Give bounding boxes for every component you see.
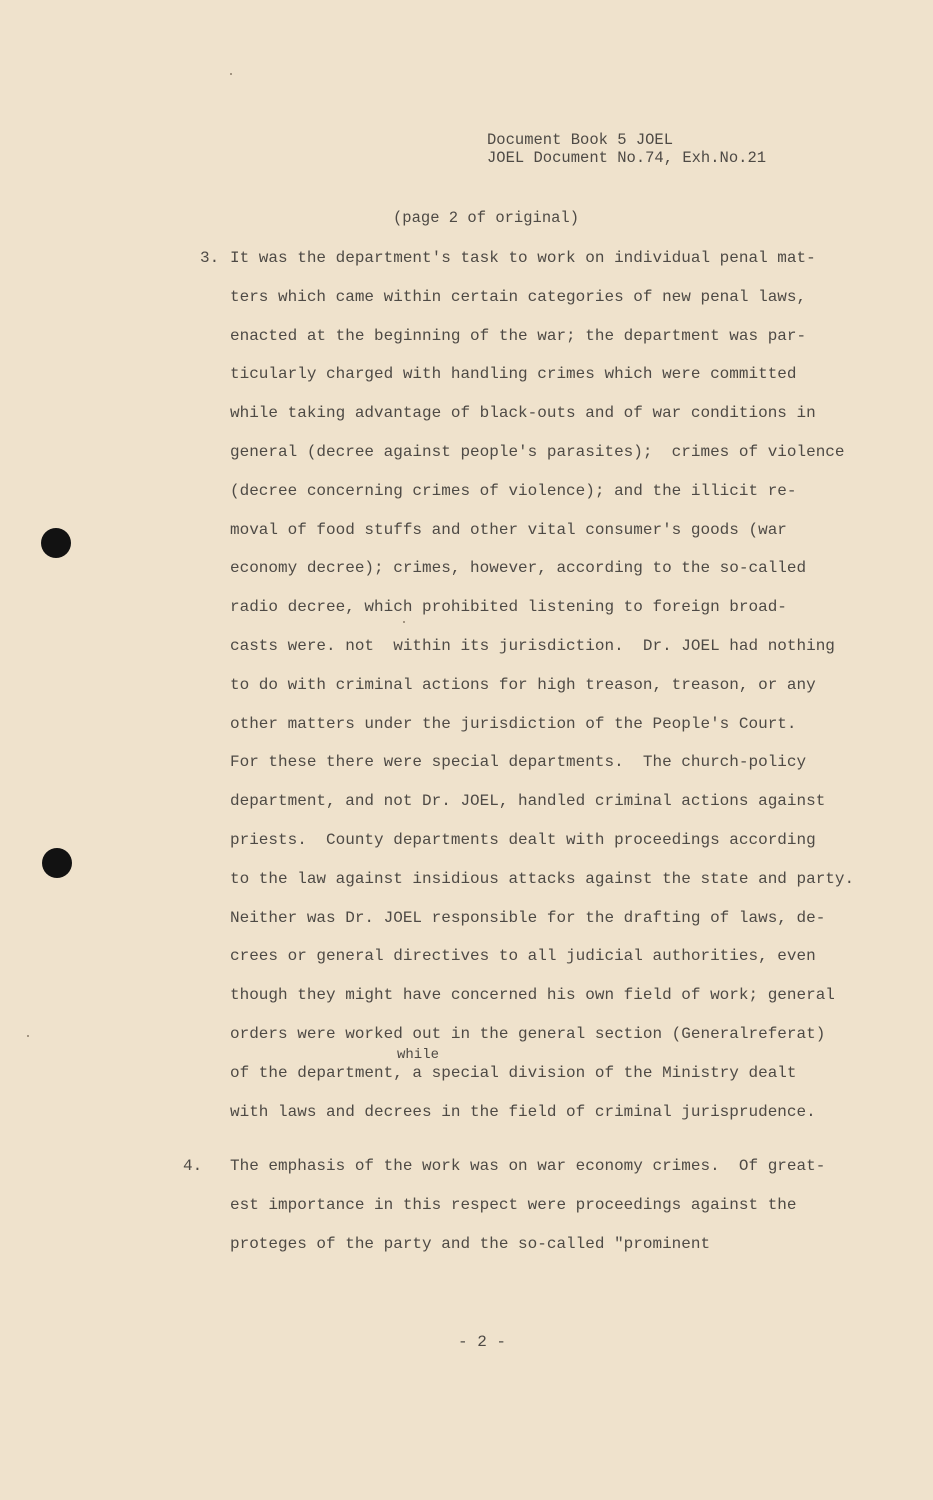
paragraph3-line: to do with criminal actions for high treason, treason, or any (230, 675, 816, 694)
paragraph3-line: radio decree, which prohibited listening to foreign broad- (230, 598, 787, 617)
paragraph-4-number: 4. (183, 1157, 203, 1175)
paragraph3-line: moval of food stuffs and other vital consumer's goods (war (230, 520, 787, 539)
paragraph3-line: though they might have concerned his own field of work; general (230, 986, 835, 1005)
paragraph3-line: crees or general directives to all judicial authorities, even (230, 947, 816, 966)
paragraph3-line: For these there were special departments. The church-policy (230, 753, 807, 772)
punch-hole (42, 848, 72, 878)
paragraph3-line: priests. County departments dealt with proceedings according (230, 831, 816, 849)
paragraph3-line: with laws and decrees in the field of criminal jurisprudence. (230, 1102, 816, 1121)
page-of-original-label: (page 2 of original) (393, 209, 580, 227)
paragraph3-line: while taking advantage of black-outs and of war conditions in (230, 404, 816, 423)
paragraph3-line: ticularly charged with handling crimes which were committed (230, 365, 797, 384)
paragraph3-line: orders were worked out in the general section (Generalreferat) (230, 1025, 826, 1043)
punch-hole (41, 528, 71, 558)
paragraph3-line: general (decree against people's parasites); crimes of violence (230, 443, 845, 461)
paragraph3-line: department, and not Dr. JOEL, handled criminal actions against (230, 792, 826, 811)
paragraph3-line: enacted at the beginning of the war; the department was par- (230, 326, 807, 345)
paragraph-3-number: 3. (200, 249, 220, 267)
document-book-label: Document Book 5 JOEL (487, 131, 674, 149)
paragraph3-line: other matters under the jurisdiction of the People's Court. (230, 714, 797, 733)
paragraph4-line: est importance in this respect were proceedings against the (230, 1196, 797, 1214)
paragraph3-line: ters which came within certain categories of new penal laws, (230, 287, 807, 306)
paragraph4-line: proteges of the party and the so-called "prominent (230, 1235, 711, 1253)
document-header (487, 131, 766, 167)
paragraph3-line: It was the department's task to work on individual penal mat- (230, 249, 816, 267)
paragraph3-line: Neither was Dr. JOEL responsible for the drafting of laws, de- (230, 908, 826, 927)
paragraph3-line: economy decree); crimes, however, according to the so-called (230, 559, 807, 578)
paper-speck (230, 73, 232, 75)
paragraph3-line: of the department, a special division of the Ministry dealt (230, 1063, 797, 1082)
paragraph3-line: (decree concerning crimes of violence); and the illicit re- (230, 481, 797, 500)
paragraph4-line: The emphasis of the work was on war economy crimes. Of great- (230, 1157, 826, 1175)
paragraph3-line: casts were. not within its jurisdiction. Dr. JOEL had nothing (230, 637, 835, 655)
page-number: - 2 - (458, 1333, 507, 1351)
paper-speck (403, 621, 405, 623)
handwritten-insertion: while (397, 1047, 440, 1063)
paragraph3-line: to the law against insidious attacks against the state and party. (230, 869, 855, 888)
document-exhibit-label: JOEL Document No.74, Exh.No.21 (487, 149, 767, 167)
paper-speck (27, 1035, 29, 1037)
